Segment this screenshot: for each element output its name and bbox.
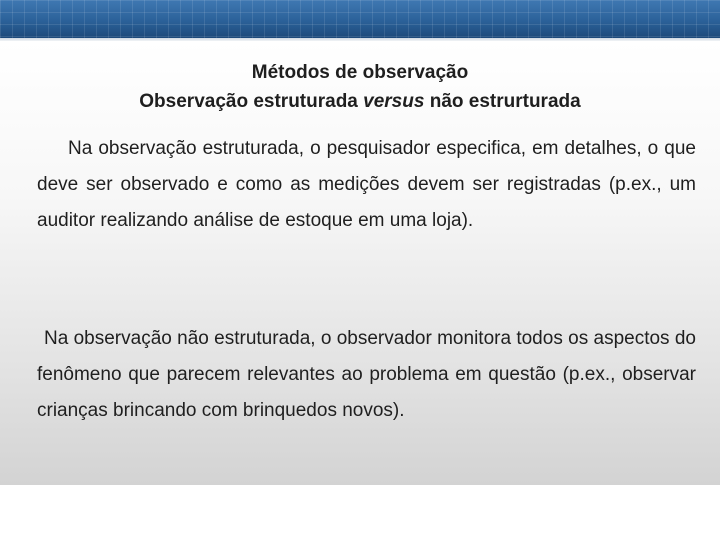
subtitle-text-end: não estrurturada: [424, 91, 581, 112]
subtitle-text-start: Observação estruturada: [139, 91, 364, 112]
slide-title: Métodos de observação: [251, 62, 469, 83]
paragraph-unstructured: Na observação não estruturada, o observador monitora todos os aspectos do fenômeno que parecem relevantes ao problema em questão (p.ex., observar crianças brincando com brinquedos novos).: [37, 328, 696, 421]
subtitle-italic-word: versus: [363, 91, 425, 112]
paragraph-structured: Na observação estruturada, o pesquisador especifica, em detalhes, o que deve ser observado e como as medições devem ser registradas (p.ex., um auditor realizando análise de estoque em uma loja).: [37, 138, 696, 231]
header-banner: [0, 0, 720, 38]
slide-subtitle: [0, 91, 720, 113]
